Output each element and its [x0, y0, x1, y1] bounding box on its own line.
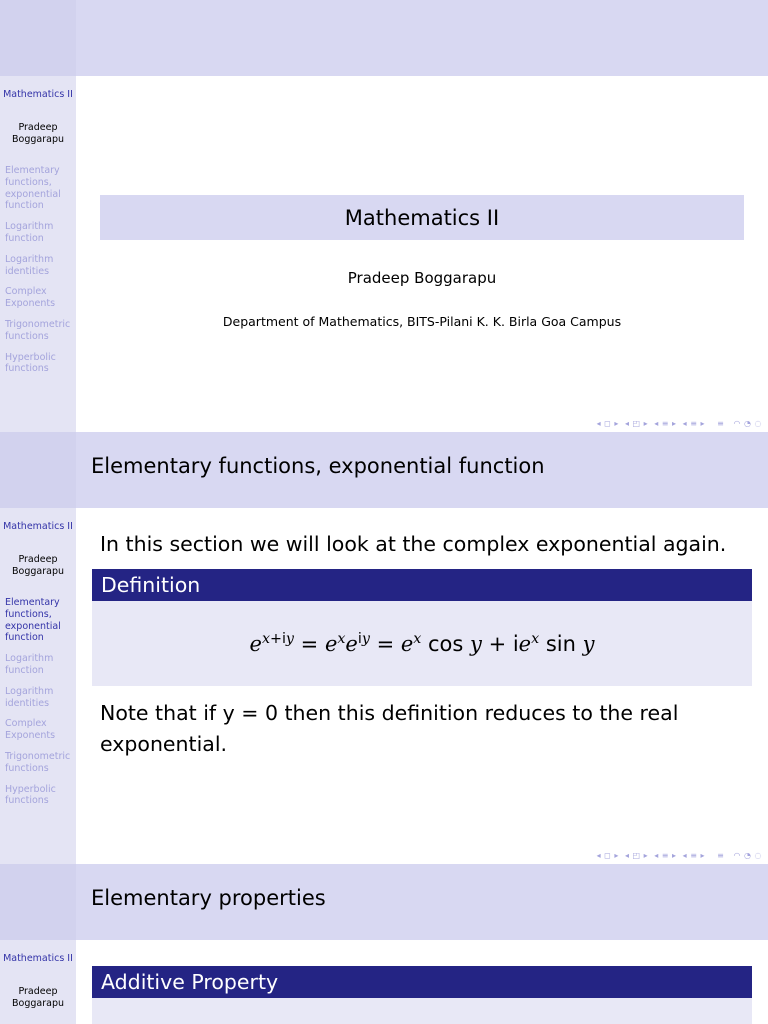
frame-title: Elementary properties: [91, 886, 326, 910]
presentation-institute: Department of Mathematics, BITS-Pilani K. K. Birla Goa Campus: [222, 314, 622, 329]
sidebar-section-nav: [5, 597, 75, 816]
nav-section-trigonometric[interactable]: Trigonometric functions: [5, 750, 71, 774]
nav-section-complex-exponents[interactable]: Complex Exponents: [5, 286, 56, 310]
nav-section-exponential[interactable]: Elementary functions, exponential function: [5, 165, 61, 212]
slide-exponential-function: [0, 432, 768, 864]
sidebar: [0, 432, 76, 864]
slide-elementary-properties: [0, 864, 768, 1024]
nav-section-complex-exponents[interactable]: Complex Exponents: [5, 718, 56, 742]
sidebar-short-author: Pradeep Boggarapu: [12, 122, 64, 145]
nav-section-logarithm[interactable]: Logarithm function: [5, 653, 54, 676]
sidebar-short-author: Pradeep Boggarapu: [12, 986, 64, 1009]
headline-bar: [76, 432, 768, 508]
sidebar-short-title[interactable]: Mathematics II: [3, 521, 73, 532]
navigation-symbols[interactable]: ◂ ◻ ▸ ◂ ◰ ▸ ◂ ≡ ▸ ◂ ≡ ▸ ≡ ◠ ◔ ◌: [596, 419, 762, 428]
additive-property-title: Additive Property: [92, 966, 752, 998]
nav-section-log-identities[interactable]: Logarithm identities: [5, 685, 54, 709]
intro-text: In this section we will look at the complex exponential again.: [100, 532, 727, 556]
sidebar-header: [0, 0, 76, 76]
sidebar: [0, 0, 76, 432]
presentation-title: Mathematics II: [100, 195, 744, 240]
presentation-author: Pradeep Boggarapu: [347, 269, 497, 287]
additive-property-block: [92, 966, 752, 1024]
slide-title-page: [0, 0, 768, 432]
definition-block: [92, 569, 752, 686]
headline-bar: [76, 0, 768, 76]
note-text: Note that if y = 0 then this definition reduces to the real exponential.: [100, 701, 679, 756]
sidebar-section-nav: [5, 165, 75, 384]
additive-property-body: [92, 998, 752, 1024]
nav-section-trigonometric[interactable]: Trigonometric functions: [5, 318, 71, 342]
exponential-definition-formula: $e^{x+iy} = e^xe^{iy} = e^x$ $\cos y + ie^x$ sin y: [92, 601, 752, 686]
navigation-symbols[interactable]: ◂ ◻ ▸ ◂ ◰ ▸ ◂ ≡ ▸ ◂ ≡ ▸ ≡ ◠ ◔ ◌: [596, 851, 762, 860]
definition-block-title: Definition: [92, 569, 752, 601]
nav-section-hyperbolic[interactable]: Hyperbolic functions: [5, 783, 56, 807]
sidebar-short-title[interactable]: Mathematics II: [3, 89, 73, 100]
sidebar: [0, 864, 76, 1024]
nav-section-hyperbolic[interactable]: Hyperbolic functions: [5, 351, 56, 375]
nav-section-log-identities[interactable]: Logarithm identities: [5, 253, 54, 277]
headline-bar: [76, 864, 768, 940]
sidebar-short-title[interactable]: Mathematics II: [3, 953, 73, 964]
sidebar-short-author: Pradeep Boggarapu: [12, 554, 64, 577]
nav-section-exponential[interactable]: Elementary functions, exponential function: [5, 597, 61, 644]
nav-section-logarithm[interactable]: Logarithm function: [5, 221, 54, 244]
frame-title: Elementary functions, exponential function: [91, 454, 545, 478]
sidebar-header: [0, 432, 76, 508]
sidebar-header: [0, 864, 76, 940]
